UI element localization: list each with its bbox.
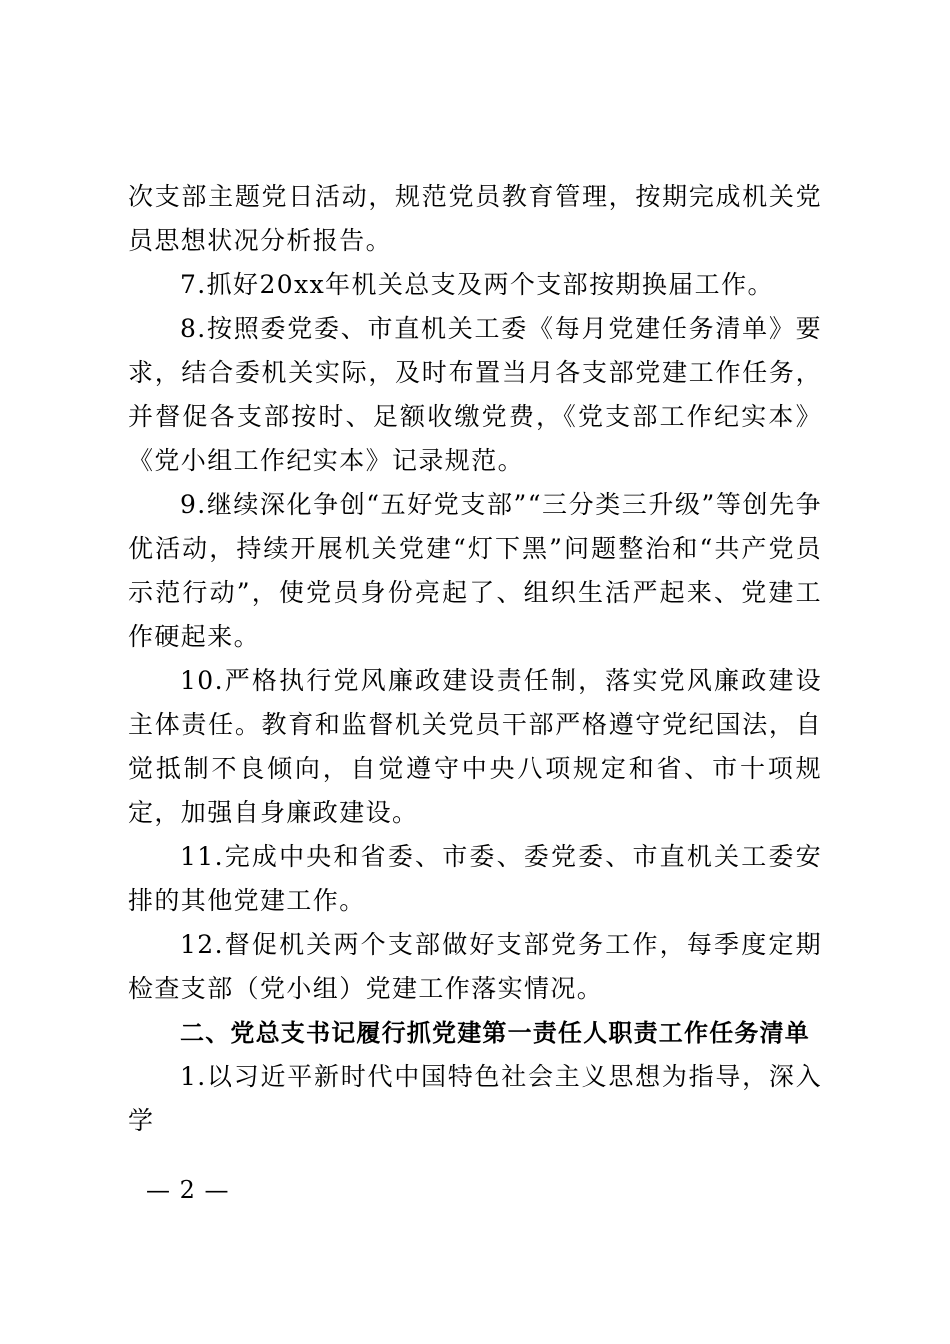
paragraph-item-7: 7.抓好20xx年机关总支及两个支部按期换届工作。 [180,270,774,299]
section-heading-2: 二、党总支书记履行抓党建第一责任人职责工作任务清单 [180,1019,810,1047]
paragraph-item-9: 9.继续深化争创“五好党支部”“三分类三升级”等创先争优活动，持续开展机关党建“灯下黑”问题整治和“共产党员示范行动”，使党员身份亮起了、组织生活严起来、党建工作硬起来。 [128,490,822,651]
paragraph-continuation: 次支部主题党日活动，规范党员教育管理，按期完成机关党员思想状况分析报告。 [128,182,822,255]
paragraph-item-10: 10.严格执行党风廉政建设责任制，落实党风廉政建设主体责任。教育和监督机关党员干部严格遵守党纪国法，自觉抵制不良倾向，自觉遵守中央八项规定和省、市十项规定，加强自身廉政建设。 [128,666,822,827]
paragraph-item-8: 8.按照委党委、市直机关工委《每月党建任务清单》要求，结合委机关实际，及时布置当月各支部党建工作任务，并督促各支部按时、足额收缴党费，《党支部工作纪实本》《党小组工作纪实本》记录规范。 [128,314,822,475]
paragraph-section2-item-1: 1.以习近平新时代中国特色社会主义思想为指导，深入学 [128,1062,822,1135]
document-body [128,175,822,1143]
paragraph-item-11: 11.完成中央和省委、市委、委党委、市直机关工委安排的其他党建工作。 [128,842,822,915]
page-number: — 2 — [146,1176,230,1204]
paragraph-item-12: 12.督促机关两个支部做好支部党务工作，每季度定期检查支部（党小组）党建工作落实情况。 [128,930,822,1003]
